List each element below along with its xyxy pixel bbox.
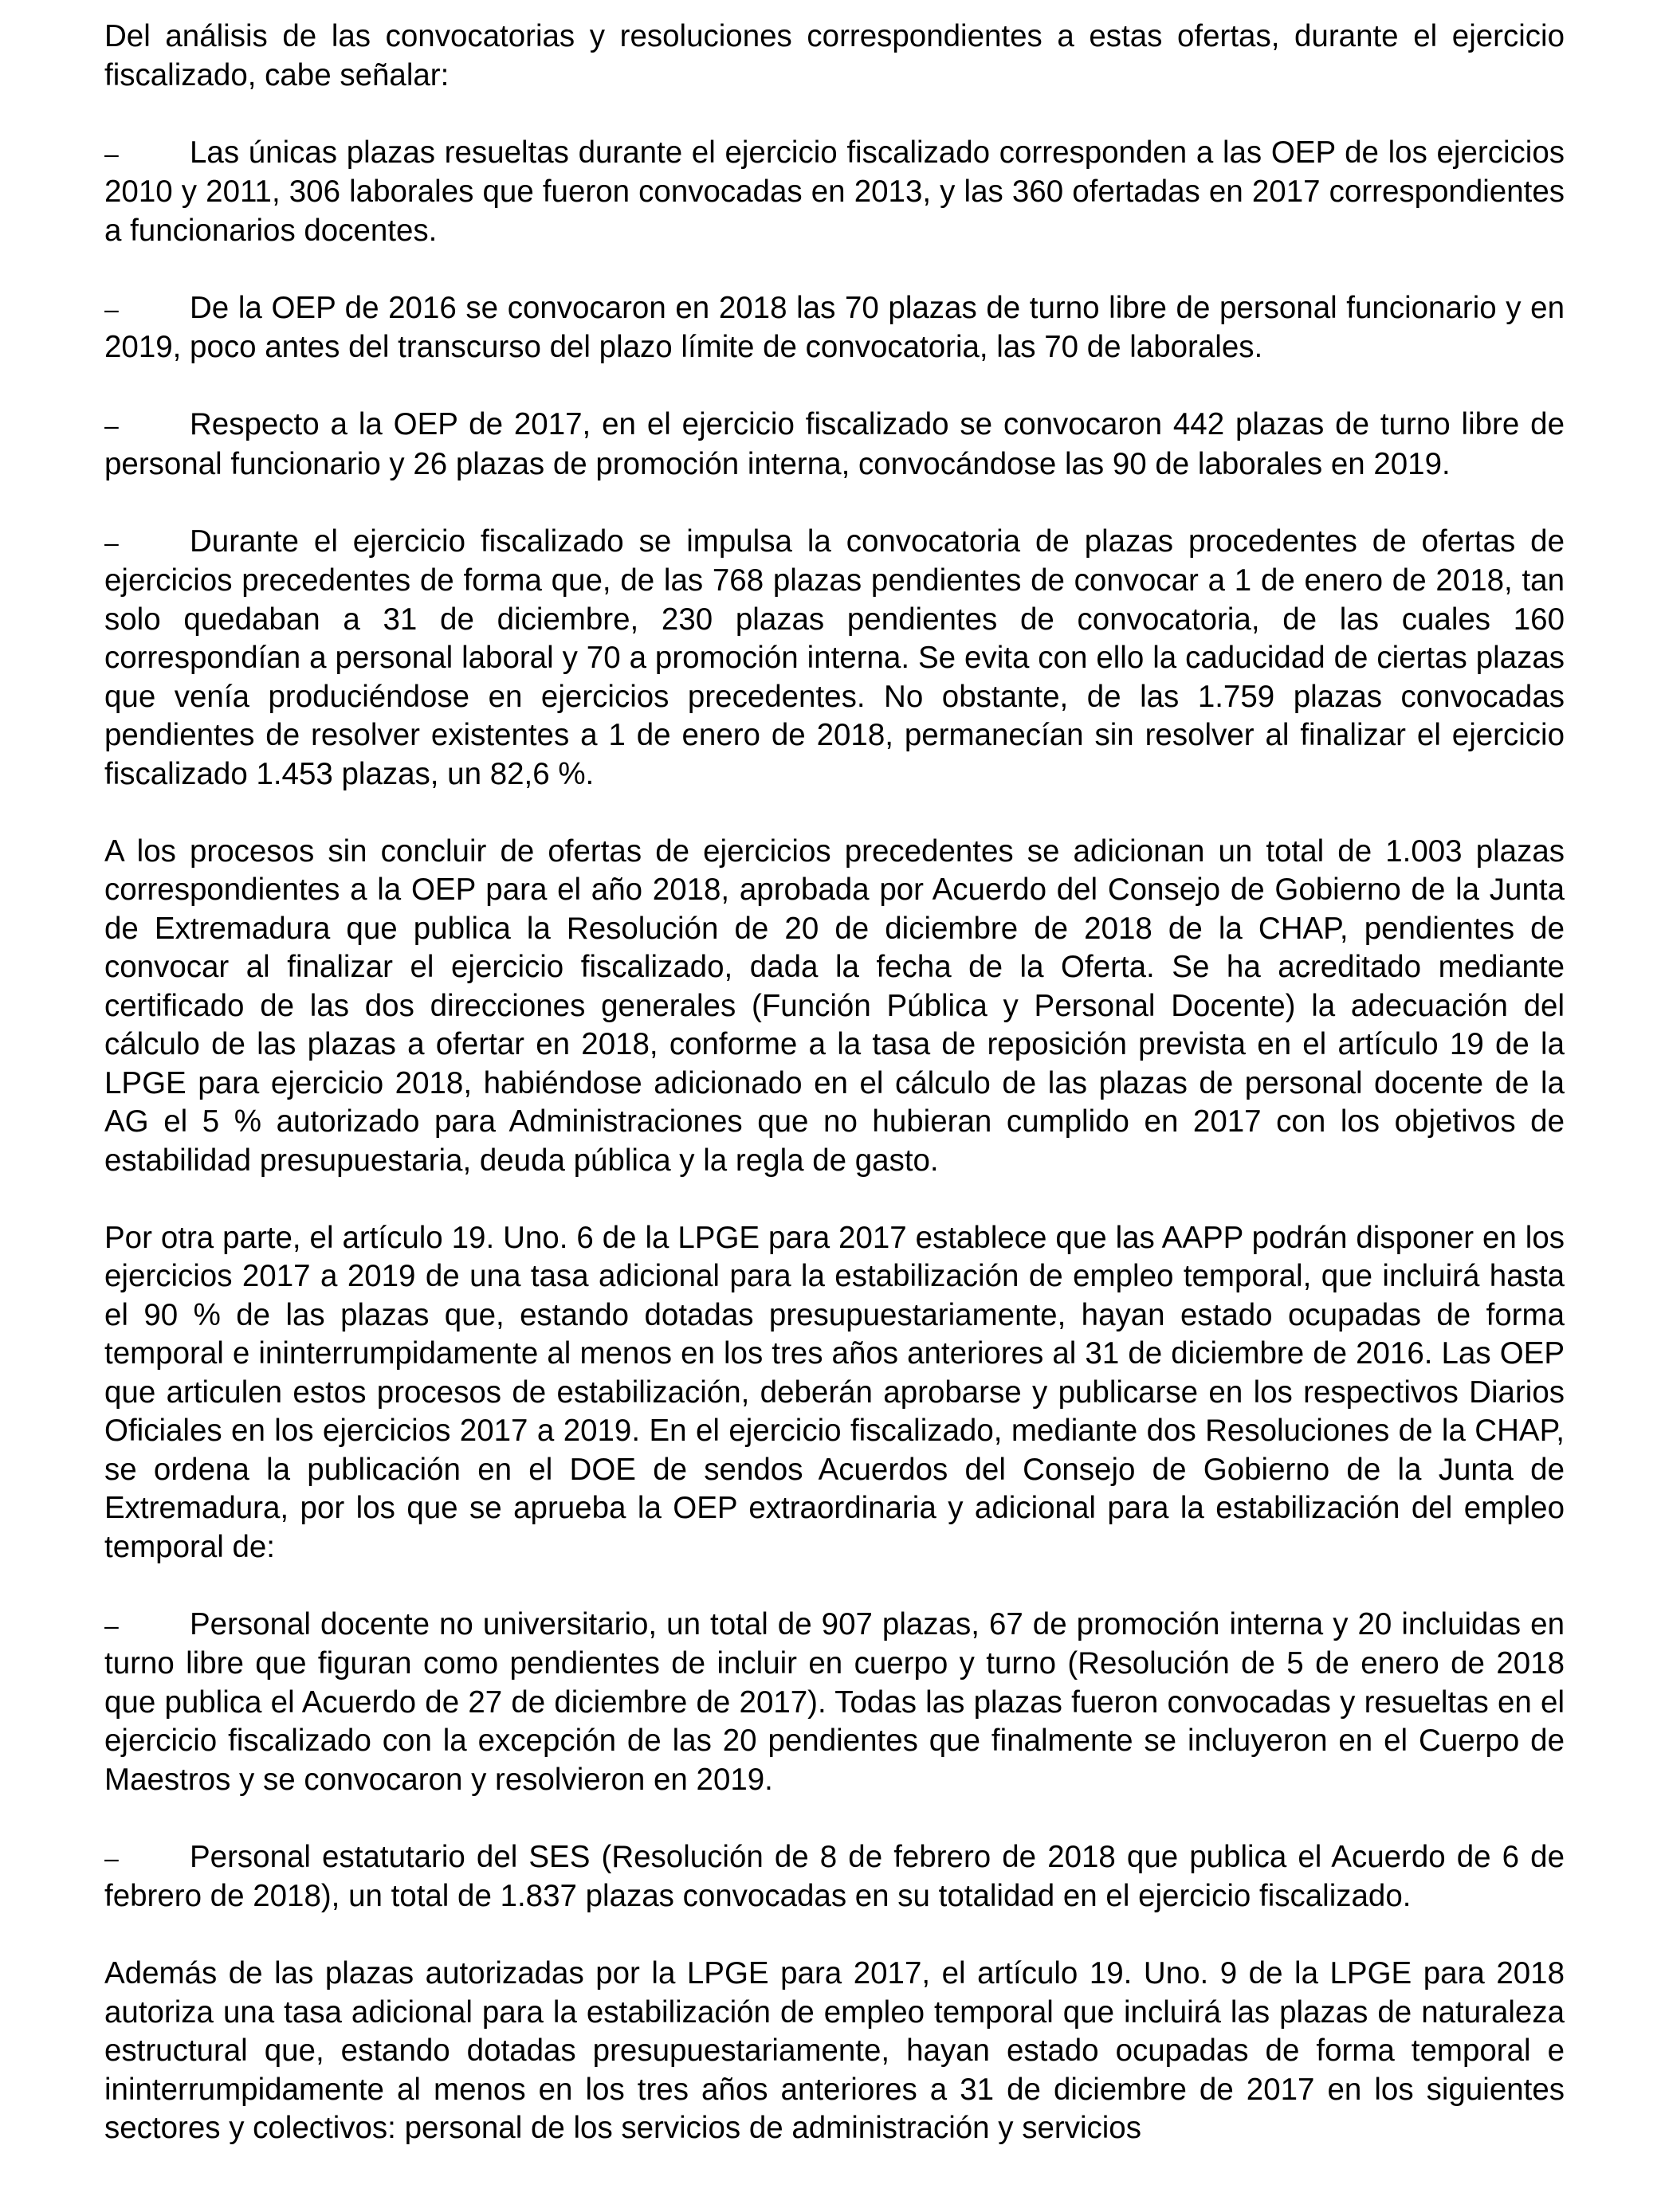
list-item-text: Durante el ejercicio fiscalizado se impulsa la convocatoria de plazas procedentes de ofertas de ejercicios precedentes de forma que, de las 768 plazas pendientes de convocar a 1 de enero de 2018, tan solo quedaban a 31 de diciembre, 230 plazas pendientes de convocatoria, de las cuales 160 correspondían a personal laboral y 70 a promoción interna. Se evita con ello la caducidad de ciertas plazas que venía produciéndose en ejercicios precedentes. No obstante, de las 1.759 plazas convocadas pendientes de resolver existentes a 1 de enero de 2018, permanecían sin resolver al finalizar el ejercicio fiscalizado 1.453 plazas, un 82,6 %. <box>104 524 1565 791</box>
dash-bullet: – <box>104 139 119 168</box>
list-item <box>104 1838 1565 1916</box>
paragraph-oep-2018: A los procesos sin concluir de ofertas de ejercicios precedentes se adicionan un total de 1.003 plazas correspondientes a la OEP para el año 2018, aprobada por Acuerdo del Consejo de Gobierno de la Junta de Extremadura que publica la Resolución de 20 de diciembre de 2018 de la CHAP, pendientes de convocar al finalizar el ejercicio fiscalizado, dada la fecha de la Oferta. Se ha acreditado mediante certificado de las dos direcciones generales (Función Pública y Personal Docente) la adecuación del cálculo de las plazas a ofertar en 2018, conforme a la tasa de reposición prevista en el artículo 19 de la LPGE para ejercicio 2018, habiéndose adicionado en el cálculo de las plazas de personal docente de la AG el 5 % autorizado para Administraciones que no hubieran cumplido en 2017 con los objetivos de estabilidad presupuestaria, deuda pública y la regla de gasto. <box>104 833 1565 1178</box>
list-item <box>104 523 1565 794</box>
dash-bullet: – <box>104 1843 119 1873</box>
paragraph-lpge-2017: Por otra parte, el artículo 19. Uno. 6 de la LPGE para 2017 establece que las AAPP podrán disponer en los ejercicios 2017 a 2019 de una tasa adicional para la estabilización de empleo temporal, que incluirá hasta el 90 % de las plazas que, estando dotadas presupuestariamente, hayan estado ocupadas de forma temporal e ininterrumpidamente al menos en los tres años anteriores al 31 de diciembre de 2016. Las OEP que articulen estos procesos de estabilización, deberán aprobarse y publicarse en los respectivos Diarios Oficiales en los ejercicios 2017 a 2019. En el ejercicio fiscalizado, mediante dos Resoluciones de la CHAP, se ordena la publicación en el DOE de sendos Acuerdos del Consejo de Gobierno de la Junta de Extremadura, por los que se aprueba la OEP extraordinaria y adicional para la estabilización del empleo temporal de: <box>104 1220 1565 1564</box>
dash-bullet: – <box>104 528 119 557</box>
list-item <box>104 1606 1565 1800</box>
dash-bullet: – <box>104 1610 119 1640</box>
list-item-text: Personal docente no universitario, un total de 907 plazas, 67 de promoción interna y 20 incluidas en turno libre que figuran como pendientes de incluir en cuerpo y turno (Resolución de 5 de enero de 2018 que publica el Acuerdo de 27 de diciembre de 2017). Todas las plazas fueron convocadas y resueltas en el ejercicio fiscalizado con la excepción de las 20 pendientes que finalmente se incluyeron en el Cuerpo de Maestros y se convocaron y resolvieron en 2019. <box>104 1606 1565 1797</box>
list-item-text: Las únicas plazas resueltas durante el ejercicio fiscalizado corresponden a las OEP de los ejercicios 2010 y 2011, 306 laborales que fueron convocadas en 2013, y las 360 ofertadas en 2017 correspondientes a funcionarios docentes. <box>104 135 1565 248</box>
list-item <box>104 289 1565 367</box>
list-item <box>104 134 1565 251</box>
dash-bullet: – <box>104 411 119 440</box>
list-item-text: Respecto a la OEP de 2017, en el ejercicio fiscalizado se convocaron 442 plazas de turno libre de personal funcionario y 26 plazas de promoción interna, convocándose las 90 de laborales en 2019. <box>104 407 1565 481</box>
list-item <box>104 406 1565 484</box>
list-item-text: Personal estatutario del SES (Resolución de 8 de febrero de 2018 que publica el Acuerdo de 6 de febrero de 2018), un total de 1.837 plazas convocadas en su totalidad en el ejercicio fiscalizado. <box>104 1839 1565 1913</box>
list-item-text: De la OEP de 2016 se convocaron en 2018 las 70 plazas de turno libre de personal funcionario y en 2019, poco antes del transcurso del plazo límite de convocatoria, las 70 de laborales. <box>104 290 1565 364</box>
document-page <box>104 18 1565 2148</box>
paragraph-lpge-2018: Además de las plazas autorizadas por la LPGE para 2017, el artículo 19. Uno. 9 de la LPGE para 2018 autoriza una tasa adicional para la estabilización de empleo temporal que incluirá las plazas de naturaleza estructural que, estando dotadas presupuestariamente, hayan estado ocupadas de forma temporal e ininterrumpidamente al menos en los tres años anteriores a 31 de diciembre de 2017 en los siguientes sectores y colectivos: personal de los servicios de administración y servicios <box>104 1956 1565 2145</box>
paragraph-intro: Del análisis de las convocatorias y resoluciones correspondientes a estas ofertas, durante el ejercicio fiscalizado, cabe señalar: <box>104 19 1565 92</box>
dash-bullet: – <box>104 294 119 324</box>
